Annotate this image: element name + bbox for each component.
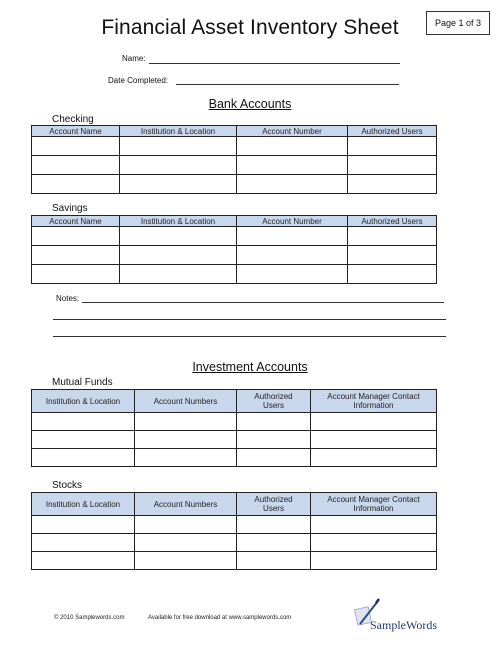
footer-copyright: © 2010 Samplewords.com [54,615,125,621]
table-cell[interactable] [135,534,237,552]
checking-table [31,125,437,194]
checking-label: Checking [52,114,94,125]
table-cell[interactable] [32,246,120,265]
column-header: Institution & Location [120,126,237,137]
column-header: Account Number [237,126,348,137]
table-cell[interactable] [237,534,311,552]
table-cell[interactable] [32,413,135,431]
table-row [32,137,437,156]
column-header: Account Manager Contact Information [311,390,437,413]
table-row [32,534,437,552]
table-cell[interactable] [311,516,437,534]
table-cell[interactable] [237,431,311,449]
table-row [32,413,437,431]
table-cell[interactable] [311,534,437,552]
table-cell[interactable] [237,265,348,284]
bank-accounts-heading: Bank Accounts [208,97,292,111]
table-cell[interactable] [237,137,348,156]
column-header: Authorized Users [237,390,311,413]
table-cell[interactable] [32,431,135,449]
table-cell[interactable] [120,175,237,194]
document-title: Financial Asset Inventory Sheet [101,16,399,39]
table-cell[interactable] [32,449,135,467]
table-row [32,449,437,467]
table-cell[interactable] [311,431,437,449]
table-cell[interactable] [32,156,120,175]
table-cell[interactable] [120,156,237,175]
column-header: Institution & Location [32,390,135,413]
table-cell[interactable] [237,552,311,570]
date-completed-field-line[interactable] [176,84,399,85]
notes-line[interactable] [82,302,444,303]
column-header: Account Numbers [135,390,237,413]
notes-line[interactable] [53,336,446,337]
table-cell[interactable] [348,175,437,194]
table-cell[interactable] [32,516,135,534]
table-cell[interactable] [237,175,348,194]
column-header: Authorized Users [237,493,311,516]
logo-text: SampleWords [370,618,438,632]
date-completed-label: Date Completed: [108,76,169,85]
table-cell[interactable] [348,137,437,156]
table-cell[interactable] [348,156,437,175]
column-header: Account Name [32,216,120,227]
table-cell[interactable] [237,449,311,467]
table-cell[interactable] [135,516,237,534]
name-label: Name: [122,54,146,63]
investment-accounts-heading: Investment Accounts [192,360,308,374]
table-row [32,516,437,534]
footer-availability: Available for free download at www.samplewords.com [148,615,292,621]
table-cell[interactable] [135,431,237,449]
column-header: Authorized Users [348,216,437,227]
mutual-funds-table [31,389,437,467]
notes-line[interactable] [53,319,446,320]
page-indicator: Page 1 of 3 [426,11,490,35]
column-header: Account Number [237,216,348,227]
stocks-table [31,492,437,570]
column-header: Institution & Location [32,493,135,516]
column-header: Account Name [32,126,120,137]
table-cell[interactable] [237,413,311,431]
table-cell[interactable] [237,516,311,534]
table-cell[interactable] [311,413,437,431]
table-cell[interactable] [32,175,120,194]
savings-label: Savings [52,203,88,214]
stocks-label: Stocks [52,480,83,491]
table-cell[interactable] [32,534,135,552]
column-header: Authorized Users [348,126,437,137]
column-header: Account Manager Contact Information [311,493,437,516]
table-cell[interactable] [120,265,237,284]
table-cell[interactable] [348,246,437,265]
table-cell[interactable] [120,246,237,265]
table-cell[interactable] [311,449,437,467]
table-cell[interactable] [135,413,237,431]
table-cell[interactable] [135,552,237,570]
notes-label: Notes: [56,294,80,303]
table-cell[interactable] [32,227,120,246]
column-header: Institution & Location [120,216,237,227]
table-cell[interactable] [348,265,437,284]
table-cell[interactable] [32,552,135,570]
table-cell[interactable] [32,265,120,284]
table-cell[interactable] [120,227,237,246]
table-cell[interactable] [237,156,348,175]
table-row [32,175,437,194]
table-row [32,227,437,246]
table-cell[interactable] [348,227,437,246]
table-cell[interactable] [32,137,120,156]
table-cell[interactable] [237,227,348,246]
table-row [32,431,437,449]
table-row [32,156,437,175]
savings-table [31,215,437,284]
column-header: Account Numbers [135,493,237,516]
table-row [32,246,437,265]
table-cell[interactable] [237,246,348,265]
table-cell[interactable] [120,137,237,156]
samplewords-logo [350,598,460,634]
table-cell[interactable] [135,449,237,467]
table-row [32,265,437,284]
table-row [32,552,437,570]
table-cell[interactable] [311,552,437,570]
name-field-line[interactable] [149,63,400,64]
mutual-funds-label: Mutual Funds [52,377,113,388]
